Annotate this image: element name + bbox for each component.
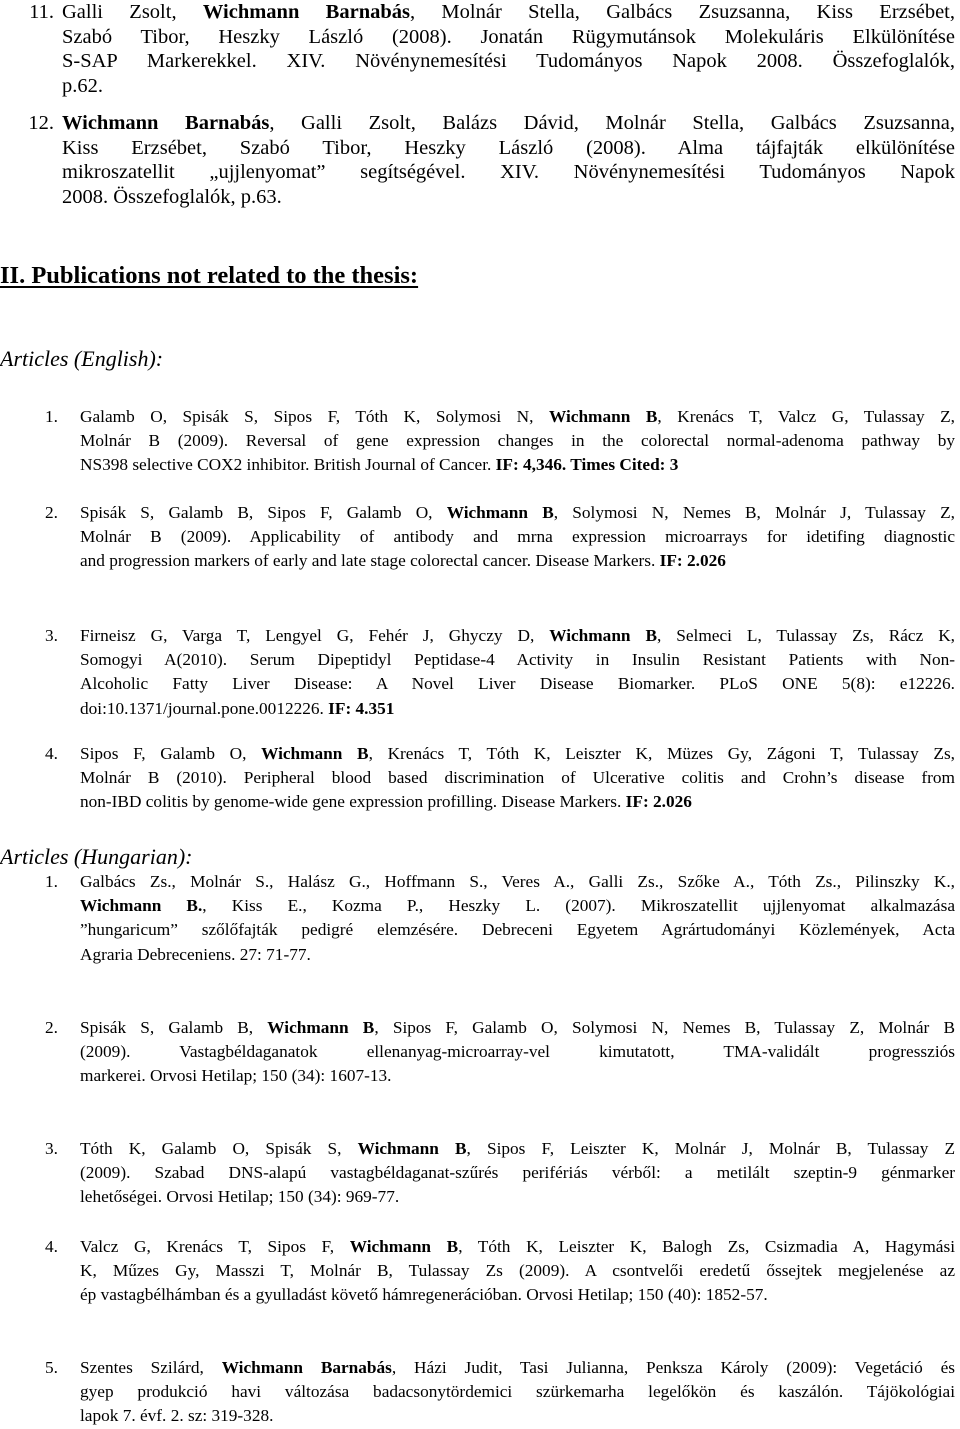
bold-segment: Wichmann B bbox=[549, 407, 658, 426]
entry-number: 12. bbox=[28, 112, 54, 134]
text-segment: , Krenács T, Valcz G, Tulassay Z, bbox=[657, 407, 955, 426]
entry-citation bbox=[80, 742, 955, 815]
citation-line bbox=[62, 74, 955, 99]
text-segment: Galbács Zs., Molnár S., Halász G., Hoffmann S., Veres A., Galli Zs., Szőke A., Tóth Zs., Pilinszky K., bbox=[80, 872, 955, 891]
text-segment: ép vastagbélhámban és a gyulladást követő hámregenerációban. Orvosi Hetilap; 150 (40): 1852-57. bbox=[80, 1285, 768, 1305]
bold-segment: Wichmann B bbox=[349, 1237, 459, 1256]
bold-segment: IF: 2.026 bbox=[659, 551, 726, 571]
citation-line bbox=[80, 1016, 955, 1040]
text-segment: Szentes Szilárd, bbox=[80, 1358, 222, 1377]
citation-line bbox=[80, 1356, 955, 1380]
citation-line bbox=[80, 1235, 955, 1259]
text-segment: , Házi Judit, Tasi Julianna, Penksza Károly (2009): Vegetáció és bbox=[391, 1358, 955, 1377]
text-segment: (2009). Szabad DNS-alapú vastagbéldaganat-szűrés perifériás vérből: a metilált szeptin-9 génmarker bbox=[80, 1163, 955, 1183]
text-segment: , Kiss E., Kozma P., Heszky L. (2007). Mikroszatellit ujjlenyomat alkalmazása bbox=[202, 896, 955, 916]
entry-citation bbox=[62, 0, 955, 98]
citation-line bbox=[62, 0, 955, 25]
citation-line bbox=[80, 1283, 955, 1307]
bold-segment: IF: 4.351 bbox=[328, 698, 395, 718]
entry-number: 5. bbox=[45, 1358, 58, 1377]
text-segment: 2008. Összefoglalók, p.63. bbox=[62, 185, 282, 208]
citation-line bbox=[80, 453, 955, 477]
entry-number: 1. bbox=[45, 407, 58, 426]
citation-line bbox=[80, 501, 955, 525]
bold-segment: Wichmann Barnabás bbox=[221, 1358, 392, 1377]
bold-segment: Wichmann B bbox=[446, 503, 554, 522]
entry-citation bbox=[80, 624, 955, 721]
text-segment: doi:10.1371/journal.pone.0012226. bbox=[80, 698, 329, 718]
citation-line bbox=[80, 672, 955, 696]
citation-line bbox=[80, 766, 955, 790]
text-segment: , Sipos F, Leiszter K, Molnár J, Molnár B, Tulassay Z bbox=[466, 1139, 956, 1158]
text-segment: Valcz G, Krenács T, Sipos F, bbox=[80, 1237, 350, 1256]
citation-line bbox=[80, 405, 955, 429]
text-segment: markerei. Orvosi Hetilap; 150 (34): 1607-13. bbox=[80, 1066, 392, 1086]
text-segment: lehetőségei. Orvosi Hetilap; 150 (34): 969-77. bbox=[80, 1187, 400, 1207]
text-segment: ”hungaricum” szőlőfajták pedigré elemzésére. Debreceni Egyetem Agrártudományi Közlemények, Acta bbox=[80, 920, 955, 940]
bold-segment: Wichmann Barnabás bbox=[202, 1, 410, 23]
citation-line bbox=[62, 160, 955, 185]
text-segment: , Krenács T, Tóth K, Leiszter K, Müzes Gy, Zágoni T, Tulassay Zs, bbox=[368, 744, 955, 763]
entry-number: 2. bbox=[45, 1018, 58, 1037]
citation-line bbox=[80, 1064, 955, 1088]
text-segment: Kiss Erzsébet, Szabó Tibor, Heszky László (2008). Alma tájfajták elkülönítése bbox=[62, 136, 955, 159]
text-segment: Spisák S, Galamb B, Sipos F, Galamb O, bbox=[80, 503, 447, 522]
citation-line bbox=[80, 624, 955, 648]
entry-number: 1. bbox=[45, 872, 58, 891]
text-segment: Molnár B (2009). Reversal of gene expression changes in the colorectal normal-adenoma pathway by bbox=[80, 431, 955, 451]
bold-segment: Wichmann B bbox=[267, 1018, 375, 1037]
text-segment: Molnár B (2009). Applicability of antibody and mrna expression microarrays for idetifing diagnostic bbox=[80, 527, 955, 547]
entry-citation bbox=[80, 1235, 955, 1308]
citation-line bbox=[80, 1040, 955, 1064]
bold-segment: Wichmann B bbox=[549, 626, 658, 645]
citation-line bbox=[80, 648, 955, 672]
entry-number: 2. bbox=[45, 503, 58, 522]
entry-number: 11. bbox=[29, 1, 54, 23]
entry-number: 4. bbox=[45, 1237, 58, 1256]
text-segment: , Sipos F, Galamb O, Solymosi N, Nemes B, Tulassay Z, Molnár B bbox=[374, 1018, 956, 1037]
entry-citation bbox=[62, 111, 955, 209]
citation-line bbox=[80, 1380, 955, 1404]
citation-line bbox=[80, 1185, 955, 1209]
citation-line bbox=[80, 742, 955, 766]
text-segment: Molnár B (2010). Peripheral blood based discrimination of Ulcerative colitis and Crohn’s disease from bbox=[80, 768, 955, 788]
heading-articles-hungarian: Articles (Hungarian): bbox=[0, 844, 193, 869]
bold-segment: Wichmann Barnabás bbox=[62, 112, 270, 134]
entry-citation bbox=[80, 1356, 955, 1429]
text-segment: Galli Zsolt, bbox=[62, 1, 203, 23]
citation-line bbox=[80, 790, 955, 814]
text-segment: , Galli Zsolt, Balázs Dávid, Molnár Stella, Galbács Zsuzsanna, bbox=[269, 112, 955, 134]
citation-line bbox=[80, 1161, 955, 1185]
text-segment: Tóth K, Galamb O, Spisák S, bbox=[80, 1139, 358, 1158]
text-segment: Szabó Tibor, Heszky László (2008). Jonatán Rügymutánsok Molekuláris Elkülönítése bbox=[62, 25, 955, 48]
citation-line bbox=[80, 943, 955, 967]
heading-articles-english: Articles (English): bbox=[0, 346, 164, 371]
text-segment: (2009). Vastagbéldaganatok ellenanyag-microarray-vel kimutatott, TMA-validált progressziós bbox=[80, 1042, 955, 1062]
citation-line bbox=[80, 870, 955, 894]
text-segment: p.62. bbox=[62, 74, 103, 97]
text-segment: S-SAP Markerekkel. XIV. Növénynemesítési Tudományos Napok 2008. Összefoglalók, bbox=[62, 50, 955, 73]
text-segment: and progression markers of early and late stage colorectal cancer. Disease Markers. bbox=[80, 551, 660, 571]
text-segment: Somogyi A(2010). Serum Dipeptidyl Peptidase-4 Activity in Insulin Resistant Patients with Non- bbox=[80, 650, 955, 670]
entry-number: 3. bbox=[45, 626, 58, 645]
citation-line bbox=[62, 136, 955, 161]
entry-citation bbox=[80, 1137, 955, 1210]
entry-number: 3. bbox=[45, 1139, 58, 1158]
bold-segment: Wichmann B. bbox=[80, 896, 203, 916]
entry-citation bbox=[80, 405, 955, 478]
citation-line bbox=[80, 1404, 955, 1428]
entry-citation bbox=[80, 1016, 955, 1089]
text-segment: Spisák S, Galamb B, bbox=[80, 1018, 268, 1037]
entry-citation bbox=[80, 501, 955, 574]
citation-line bbox=[80, 894, 955, 918]
citation-line bbox=[62, 111, 955, 136]
citation-line bbox=[80, 1259, 955, 1283]
text-segment: mikroszatellit „ujjlenyomat” segítségével. XIV. Növénynemesítési Tudományos Napok bbox=[62, 161, 955, 184]
text-segment: , Selmeci L, Tulassay Zs, Rácz K, bbox=[657, 626, 955, 645]
entry-citation bbox=[80, 870, 955, 967]
citation-line bbox=[80, 1137, 955, 1161]
text-segment: Sipos F, Galamb O, bbox=[80, 744, 262, 763]
text-segment: Galamb O, Spisák S, Sipos F, Tóth K, Solymosi N, bbox=[80, 407, 549, 426]
bold-segment: Wichmann B bbox=[261, 744, 369, 763]
citation-line bbox=[80, 429, 955, 453]
section-heading-not-related: II. Publications not related to the thesis: bbox=[0, 262, 419, 289]
bold-segment: Wichmann B bbox=[357, 1139, 467, 1158]
entry-number: 4. bbox=[45, 744, 58, 763]
text-segment: K, Műzes Gy, Masszi T, Molnár B, Tulassay Zs (2009). A csontvelői eredetű őssejtek megjelenése az bbox=[80, 1261, 955, 1281]
citation-line bbox=[80, 918, 955, 942]
citation-line bbox=[80, 697, 955, 721]
citation-line bbox=[62, 49, 955, 74]
citation-line bbox=[80, 549, 955, 573]
text-segment: Alcoholic Fatty Liver Disease: A Novel Liver Disease Biomarker. PLoS ONE 5(8): e12226. bbox=[80, 674, 955, 694]
text-segment: Firneisz G, Varga T, Lengyel G, Fehér J, Ghyczy D, bbox=[80, 626, 550, 645]
text-segment: lapok 7. évf. 2. sz: 319-328. bbox=[80, 1406, 274, 1426]
text-segment: , Solymosi N, Nemes B, Molnár J, Tulassay Z, bbox=[553, 503, 956, 522]
text-segment: Agraria Debreceniens. 27: 71-77. bbox=[80, 944, 311, 964]
text-segment: gyep produkció havi változása badacsonytördemici szürkemarha legelőkön és kaszálón. Tájökológiai bbox=[80, 1382, 955, 1402]
citation-line bbox=[62, 185, 955, 210]
text-segment: NS398 selective COX2 inhibitor. British Journal of Cancer. bbox=[80, 455, 496, 475]
citation-line bbox=[80, 525, 955, 549]
text-segment: , Molnár Stella, Galbács Zsuzsanna, Kiss Erzsébet, bbox=[409, 1, 955, 23]
text-segment: , Tóth K, Leiszter K, Balogh Zs, Csizmadia A, Hagymási bbox=[458, 1237, 955, 1256]
bold-segment: IF: 4,346. Times Cited: 3 bbox=[495, 455, 679, 475]
citation-line bbox=[62, 25, 955, 50]
bold-segment: IF: 2.026 bbox=[625, 792, 692, 812]
text-segment: non-IBD colitis by genome-wide gene expression profilling. Disease Markers. bbox=[80, 792, 626, 812]
